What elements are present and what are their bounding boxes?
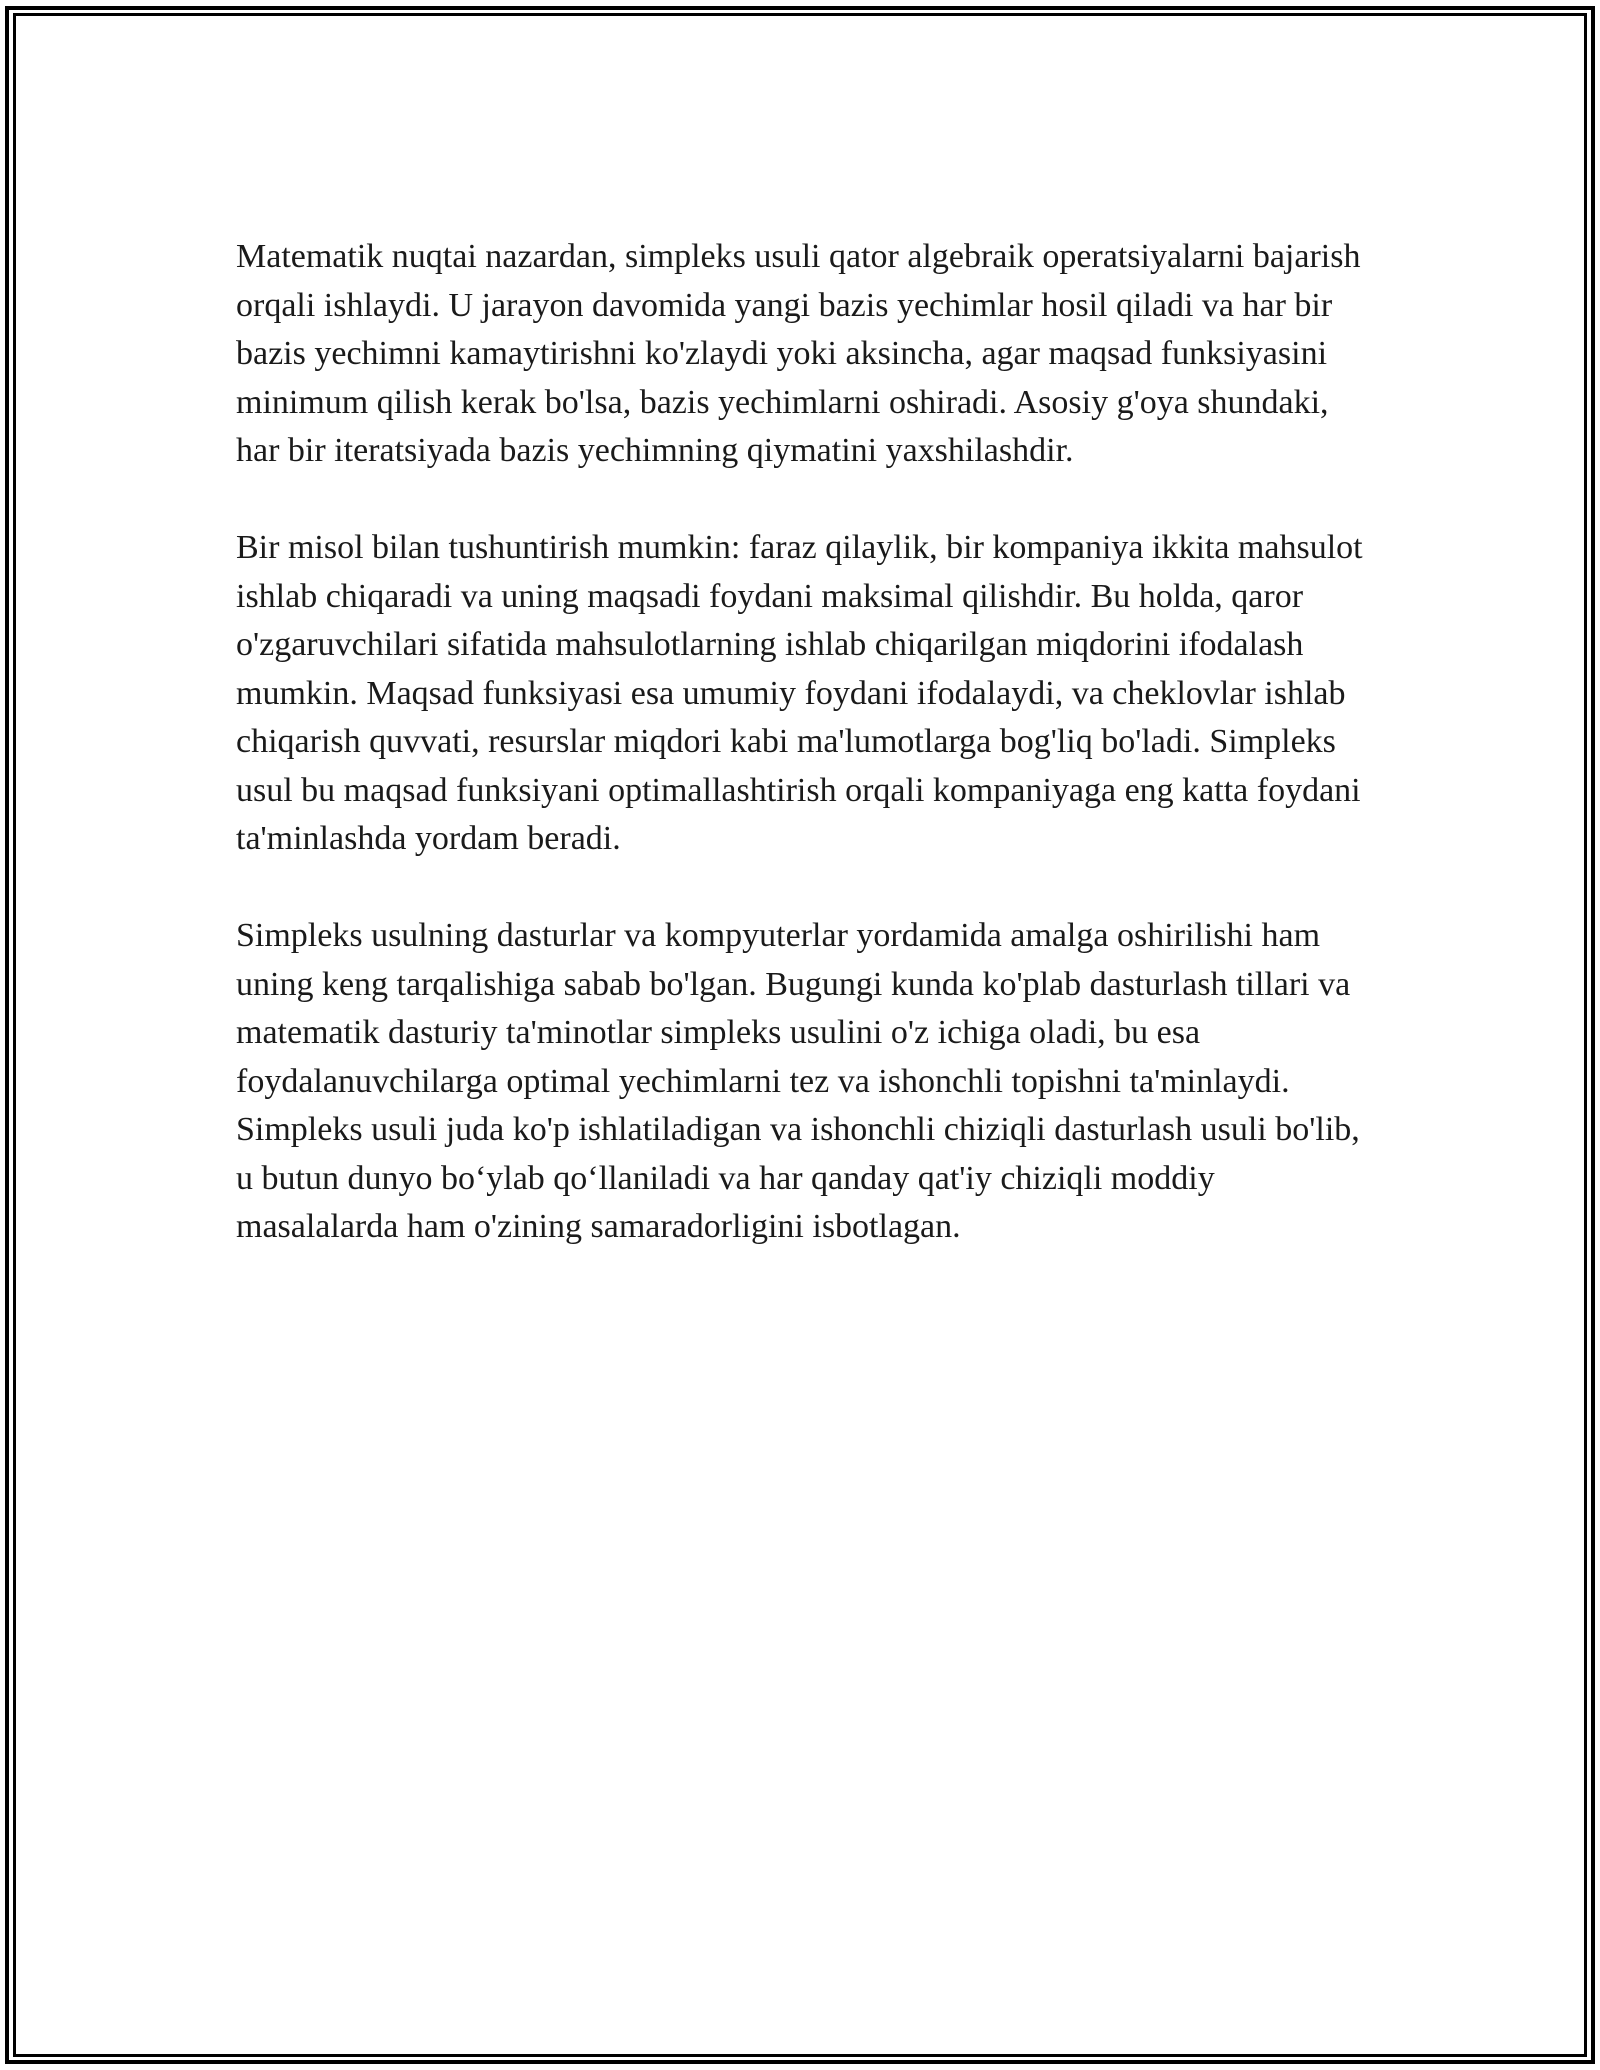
paragraph-3: Simpleks usulning dasturlar va kompyuterlar yordamida amalga oshirilishi ham uning keng tarqalishiga sabab bo'lgan. Bugungi kunda ko'plab dasturlash tillari va matematik dasturiy ta'minotlar simpleks usulini o'z ichiga oladi, bu esa foydalanuvchilarga optimal yechimlarni tez va ishonchli topishni ta'minlaydi. Simpleks usuli juda ko'p ishlatiladigan va ishonchli chiziqli dasturlash usuli bo'lib, u butun dunyo bo‘ylab qo‘llaniladi va har qanday qat'iy chiziqli moddiy masalalarda ham o'zining samaradorligini isbotlagan. [236, 917, 1360, 1245]
paragraph-2: Bir misol bilan tushuntirish mumkin: faraz qilaylik, bir kompaniya ikkita mahsulot ishlab chiqaradi va uning maqsadi foydani maksimal qilishdir. Bu holda, qaror o'zgaruvchilari sifatida mahsulotlarning ishlab chiqarilgan miqdorini ifodalash mumkin. Maqsad funksiyasi esa umumiy foydani ifodalaydi, va cheklovlar ishlab chiqarish quvvati, resurslar miqdori kabi ma'lumotlarga bog'liq bo'ladi. Simpleks usul bu maqsad funksiyani optimallashtirish orqali kompaniyaga eng katta foydani ta'minlashda yordam beradi. [236, 529, 1363, 857]
document-body [236, 233, 1376, 1300]
paragraph-1: Matematik nuqtai nazardan, simpleks usuli qator algebraik operatsiyalarni bajarish orqali ishlaydi. U jarayon davomida yangi bazis yechimlar hosil qiladi va har bir bazis yechimni kamaytirishni ko'zlaydi yoki aksincha, agar maqsad funksiyasini minimum qilish kerak bo'lsa, bazis yechimlarni oshiradi. Asosiy g'oya shundaki, har bir iteratsiyada bazis yechimning qiymatini yaxshilashdir. [236, 238, 1361, 469]
